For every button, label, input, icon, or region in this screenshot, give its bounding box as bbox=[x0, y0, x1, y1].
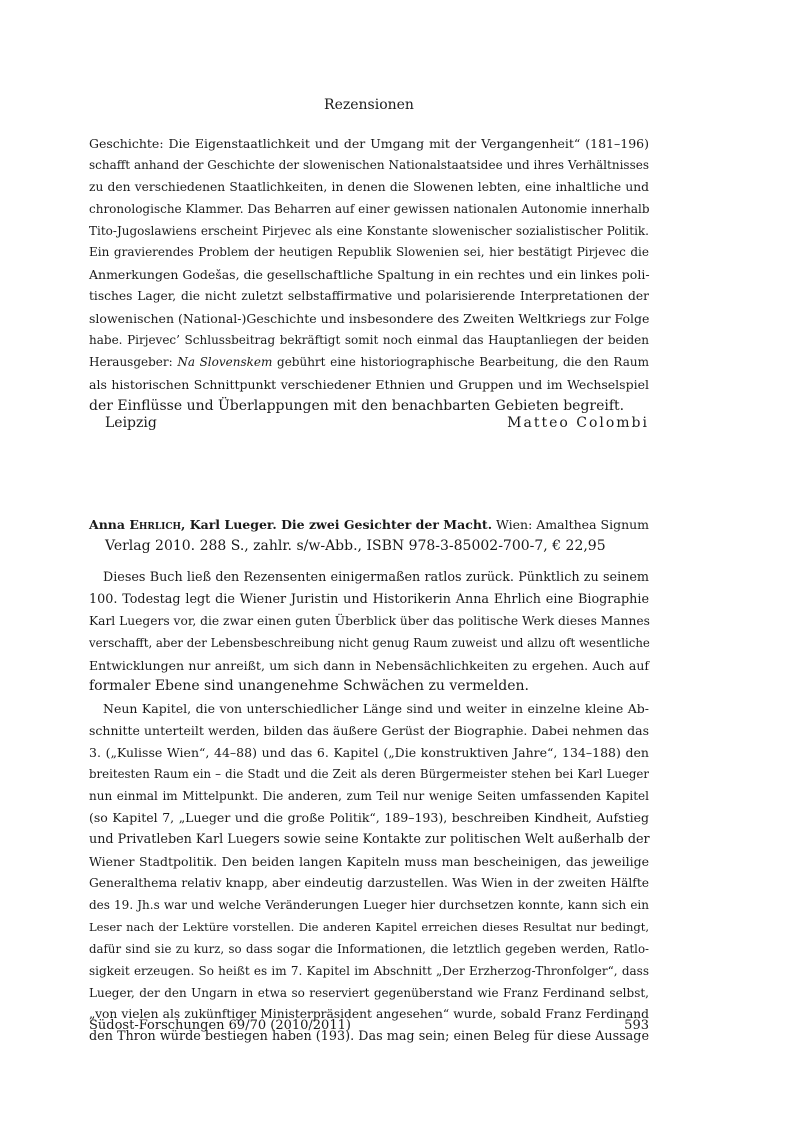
text-line: und Privatleben Karl Luegers sowie seine Kontakte zur politischen Welt außerhalb der bbox=[89, 832, 650, 848]
signature-reviewer: Matteo Colombi bbox=[507, 415, 649, 431]
text-line: zu den verschiedenen Staatlichkeiten, in denen die Slowenen lebten, eine inhaltliche und bbox=[89, 179, 649, 194]
author-last: Ehrlich bbox=[129, 517, 182, 532]
signature-place: Leipzig bbox=[105, 415, 157, 431]
text-line bbox=[89, 352, 649, 374]
text-line: Leser nach der Lektüre vorstellen. Die anderen Kapitel erreichen dieses Resultat nur bedingt, bbox=[89, 919, 649, 934]
text-line: 3. („Kulisse Wien“, 44–88) und das 6. Kapitel („Die konstruktiven Jahre“, 134–188) den bbox=[89, 744, 649, 760]
journal-citation: Südost-Forschungen 69/70 (2010/2011) bbox=[89, 1018, 351, 1033]
running-head: Rezensionen bbox=[324, 97, 414, 113]
page-number: 593 bbox=[624, 1018, 649, 1033]
text-line: dafür sind sie zu kurz, so dass sogar die Informationen, die letztlich gegeben werden, Ratlo- bbox=[89, 941, 649, 956]
text-fragment: gebührt eine historiographische Bearbeitung, die den Raum bbox=[272, 354, 649, 369]
text-line: schafft anhand der Geschichte der slowenischen Nationalstaatsidee und ihres Verhältnisses bbox=[89, 157, 649, 172]
text-line: chronologische Klammer. Das Beharren auf einer gewissen nationalen Autonomie innerhalb bbox=[89, 201, 650, 216]
text-line: nun einmal im Mittelpunkt. Die anderen, zum Teil nur wenige Seiten umfassenden Kapitel bbox=[89, 788, 649, 803]
text-line: 100. Todestag legt die Wiener Juristin und Historikerin Anna Ehrlich eine Biographie bbox=[89, 591, 649, 607]
text-line: als historischen Schnittpunkt verschiedener Ethnien und Gruppen und im Wechselspiel bbox=[89, 376, 649, 392]
text-line: Tito-Jugoslawiens erscheint Pirjevec als eine Konstante slowenischer sozialistischer Politik. bbox=[89, 223, 649, 238]
text-line: Ein gravierendes Problem der heutigen Republik Slowenien sei, hier bestätigt Pirjevec die bbox=[89, 245, 649, 260]
review1-body bbox=[89, 133, 649, 418]
heading-line: Verlag 2010. 288 S., zahlr. s/w-Abb., ISBN 978-3-85002-700-7, € 22,95 bbox=[105, 537, 606, 554]
review2-paragraph-2 bbox=[89, 698, 649, 1048]
text-line: schnitte unterteilt werden, bilden das äußere Gerüst der Biographie. Dabei nehmen das bbox=[89, 722, 649, 738]
text-line: des 19. Jh.s war und welche Veränderungen Lueger hier durchsetzen konnte, kann sich ein bbox=[89, 898, 649, 913]
text-line: formaler Ebene sind unangenehme Schwächen zu vermelden. bbox=[89, 678, 529, 695]
review2-paragraph-1 bbox=[89, 567, 649, 698]
text-line: „von vielen als zukünftiger Ministerpräsident angesehen“ wurde, sobald Franz Ferdinand bbox=[89, 1007, 649, 1022]
text-line: Entwicklungen nur anreißt, um sich dann in Nebensächlichkeiten zu ergehen. Auch auf bbox=[89, 657, 649, 673]
text-line: Dieses Buch ließ den Rezensenten einigermaßen ratlos zurück. Pünktlich zu seinem bbox=[103, 570, 649, 585]
text-line: (so Kapitel 7, „Lueger und die große Politik“, 189–193), beschreiben Kindheit, Aufstieg bbox=[89, 810, 649, 826]
text-line: breitesten Raum ein – die Stadt und die Zeit als deren Bürgermeister stehen bei Karl Lueger bbox=[89, 766, 649, 781]
text-line: Karl Luegers vor, die zwar einen guten Überblick über das politische Werk dieses Mannes bbox=[89, 613, 650, 628]
review2-heading bbox=[89, 514, 649, 558]
text-line: tisches Lager, die nicht zuletzt selbstaffirmative und polarisierende Interpretationen der bbox=[89, 289, 649, 304]
text-line: Wiener Stadtpolitik. Den beiden langen Kapiteln muss man bescheinigen, das jeweilige bbox=[89, 854, 649, 870]
text-line: verschafft, aber der Lebensbeschreibung nicht genug Raum zuweist und allzu oft wesentliche bbox=[89, 635, 650, 650]
book-title: , Karl Lueger. Die zwei Gesichter der Macht. bbox=[181, 517, 493, 532]
text-line: sigkeit erzeugen. So heißt es im 7. Kapitel im Abschnitt „Der Erzherzog-Thronfolger“, dass bbox=[89, 963, 649, 978]
text-line: slowenischen (National-)Geschichte und insbesondere des Zweiten Weltkriegs zur Folge bbox=[89, 311, 650, 327]
publisher-info: Wien: Amalthea Signum bbox=[492, 517, 650, 532]
text-line: Anmerkungen Godešas, die gesellschaftliche Spaltung in ein rechtes und ein linkes poli- bbox=[89, 267, 650, 283]
heading-line bbox=[89, 514, 649, 536]
text-line: Lueger, der den Ungarn in etwa so reserviert gegenüberstand wie Franz Ferdinand selbst, bbox=[89, 985, 649, 1000]
author-first: Anna bbox=[89, 517, 130, 532]
text-line: habe. Pirjevec’ Schlussbeitrag bekräftigt somit noch einmal das Hauptanliegen der beiden bbox=[89, 333, 649, 348]
text-line: den Thron würde bestiegen haben (193). Das mag sein; einen Beleg für diese Aussage bbox=[89, 1029, 649, 1045]
italic-title: Na Slovenskem bbox=[177, 354, 273, 369]
text-line: Generalthema relativ knapp, aber eindeutig darzustellen. Was Wien in der zweiten Hälfte bbox=[89, 876, 649, 891]
text-line: Neun Kapitel, die von unterschiedlicher Länge sind und weiter in einzelne kleine Ab- bbox=[103, 701, 649, 716]
text-line: Geschichte: Die Eigenstaatlichkeit und der Umgang mit der Vergangenheit“ (181–196) bbox=[89, 136, 649, 151]
text-line: der Einflüsse und Überlappungen mit den benachbarten Gebieten begreift. bbox=[89, 397, 625, 414]
text-fragment: Herausgeber: bbox=[89, 354, 178, 369]
